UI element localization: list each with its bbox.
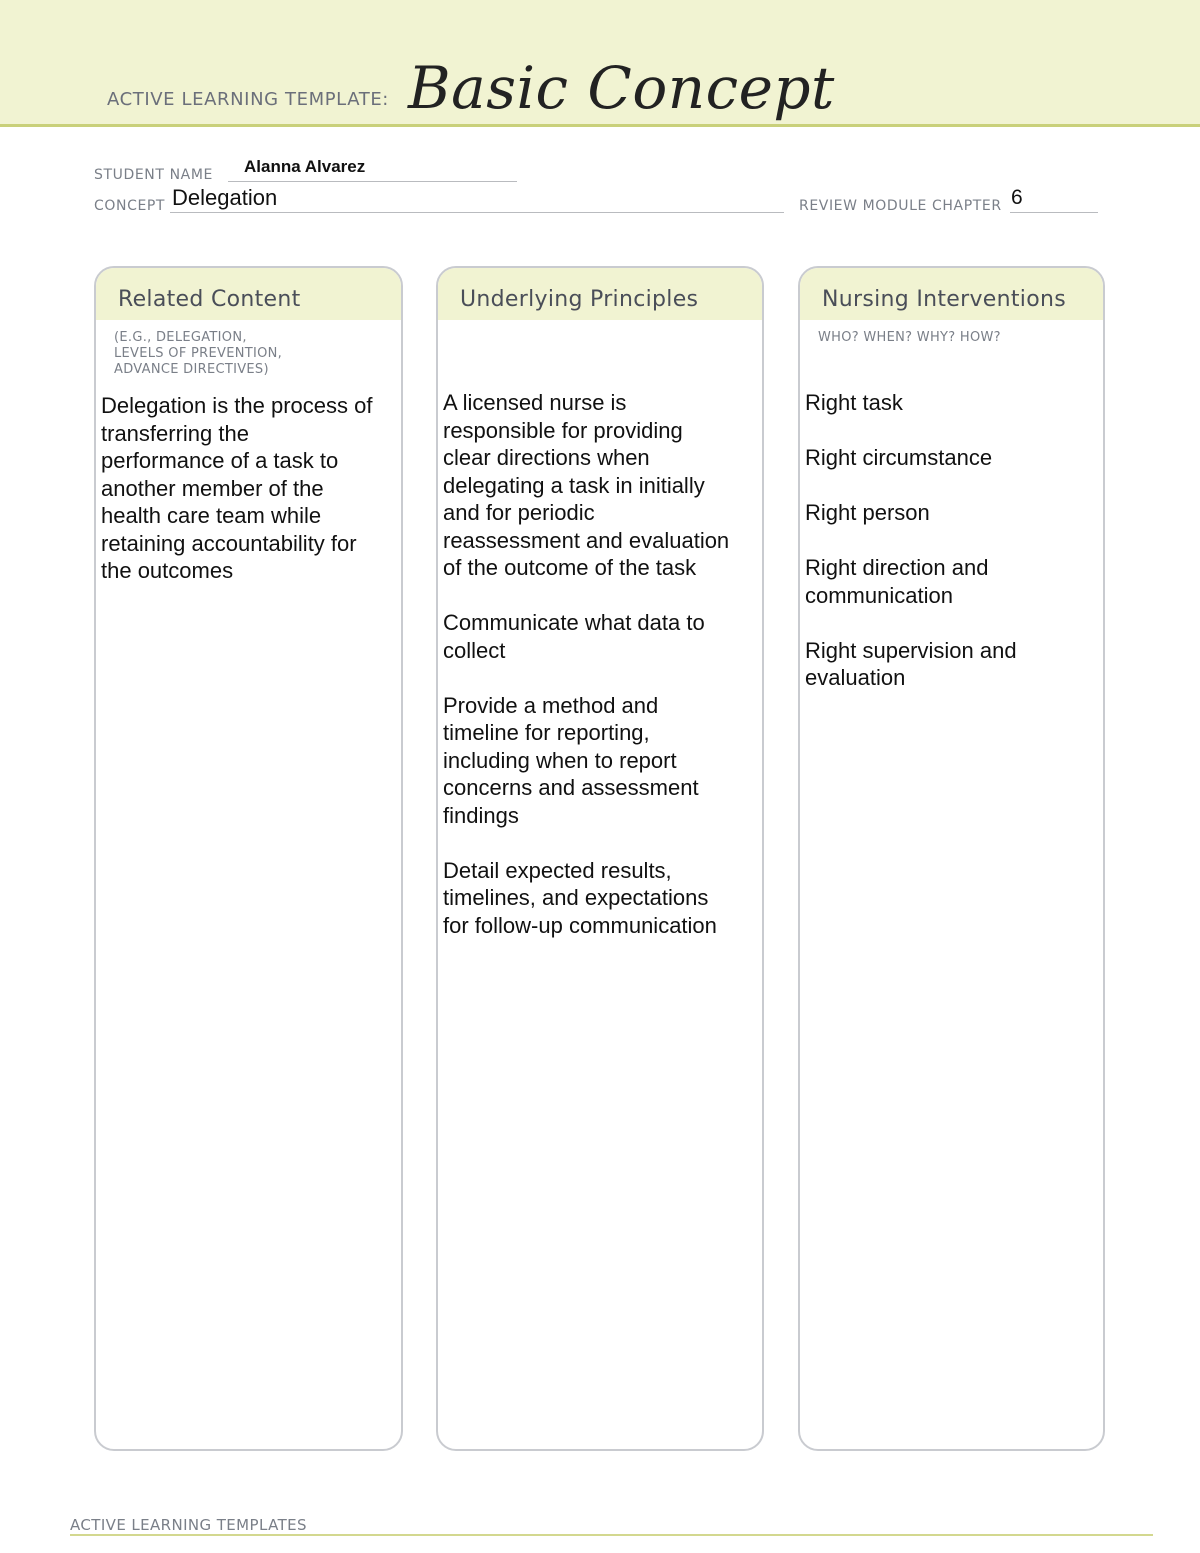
panel-nursing-interventions-body[interactable]	[805, 389, 1097, 719]
template-prefix: ACTIVE LEARNING TEMPLATE:	[107, 89, 389, 110]
chapter-label: REVIEW MODULE CHAPTER	[799, 198, 1002, 214]
text-line: findings	[443, 802, 519, 828]
subtitle-line: (E.G., DELEGATION,	[114, 330, 247, 345]
text-line: reassessment and evaluation	[443, 527, 730, 553]
subtitle-line: ADVANCE DIRECTIVES)	[114, 362, 269, 377]
text-line: collect	[443, 637, 506, 663]
interventions-paragraph	[805, 499, 1097, 527]
text-line: concerns and assessment	[443, 775, 699, 800]
panel-nursing-interventions-title: Nursing Interventions	[822, 287, 1066, 312]
panel-underlying-principles-title: Underlying Principles	[460, 287, 699, 312]
text-line: Right supervision and	[805, 637, 1017, 663]
panel-underlying-principles	[436, 266, 764, 1451]
text-line: transferring the	[101, 420, 249, 446]
subtitle-line: LEVELS OF PREVENTION,	[114, 346, 283, 361]
text-line: Right task	[805, 390, 903, 415]
text-line: the outcomes	[101, 558, 234, 583]
text-line: another member of the	[101, 475, 324, 501]
text-line: and for periodic	[443, 500, 595, 525]
principles-paragraph	[443, 857, 756, 940]
text-line: communication	[805, 582, 953, 608]
chapter-underline	[1010, 212, 1098, 213]
interventions-paragraph	[805, 637, 1097, 692]
text-line: clear directions when	[443, 445, 650, 470]
chapter-field[interactable]: 6	[1011, 186, 1023, 209]
text-line: Right direction and	[805, 555, 989, 580]
related-paragraph	[101, 392, 395, 585]
panel-related-content-body[interactable]	[101, 392, 395, 612]
student-name-field[interactable]: Alanna Alvarez	[244, 157, 366, 176]
text-line: retaining accountability for	[101, 530, 357, 556]
header-band	[0, 0, 1200, 127]
panel-underlying-principles-body[interactable]	[443, 389, 756, 967]
text-line: Detail expected results,	[443, 857, 672, 883]
text-line: Delegation is the process of	[101, 393, 373, 418]
text-line: of the outcome of the task	[443, 555, 697, 580]
concept-field[interactable]: Delegation	[172, 185, 278, 210]
interventions-paragraph	[805, 554, 1097, 609]
concept-label: CONCEPT	[94, 198, 166, 214]
interventions-paragraph	[805, 389, 1097, 417]
panel-related-content-header	[96, 268, 401, 320]
panel-nursing-interventions-header	[800, 268, 1103, 320]
panel-underlying-principles-header	[438, 268, 762, 320]
text-line: health care team while	[101, 503, 322, 528]
panel-nursing-interventions-subtitle	[818, 330, 1001, 346]
footer-text: ACTIVE LEARNING TEMPLATES	[70, 1516, 307, 1534]
text-line: Right person	[805, 500, 930, 525]
student-name-label: STUDENT NAME	[94, 167, 213, 183]
panel-related-content-subtitle	[114, 330, 282, 378]
text-line: delegating a task in initially	[443, 472, 705, 498]
template-title: Basic Concept	[408, 54, 835, 122]
student-name-underline	[228, 181, 517, 182]
text-line: Right circumstance	[805, 445, 993, 470]
principles-paragraph	[443, 692, 756, 830]
interventions-paragraph	[805, 444, 1097, 472]
text-line: timelines, and expectations	[443, 885, 709, 910]
subtitle-line: WHO? WHEN? WHY? HOW?	[818, 330, 1001, 345]
principles-paragraph	[443, 609, 756, 664]
principles-paragraph	[443, 389, 756, 582]
text-line: including when to report	[443, 747, 677, 773]
text-line: Provide a method and	[443, 692, 659, 718]
panel-related-content	[94, 266, 403, 1451]
footer-rule	[70, 1534, 1153, 1536]
text-line: for follow-up communication	[443, 912, 717, 938]
text-line: timeline for reporting,	[443, 720, 650, 745]
panel-related-content-title: Related Content	[118, 287, 301, 312]
panel-nursing-interventions	[798, 266, 1105, 1451]
text-line: responsible for providing	[443, 417, 683, 443]
text-line: evaluation	[805, 665, 906, 690]
text-line: A licensed nurse is	[443, 390, 627, 415]
text-line: Communicate what data to	[443, 610, 705, 635]
concept-underline	[170, 212, 784, 213]
text-line: performance of a task to	[101, 448, 339, 473]
